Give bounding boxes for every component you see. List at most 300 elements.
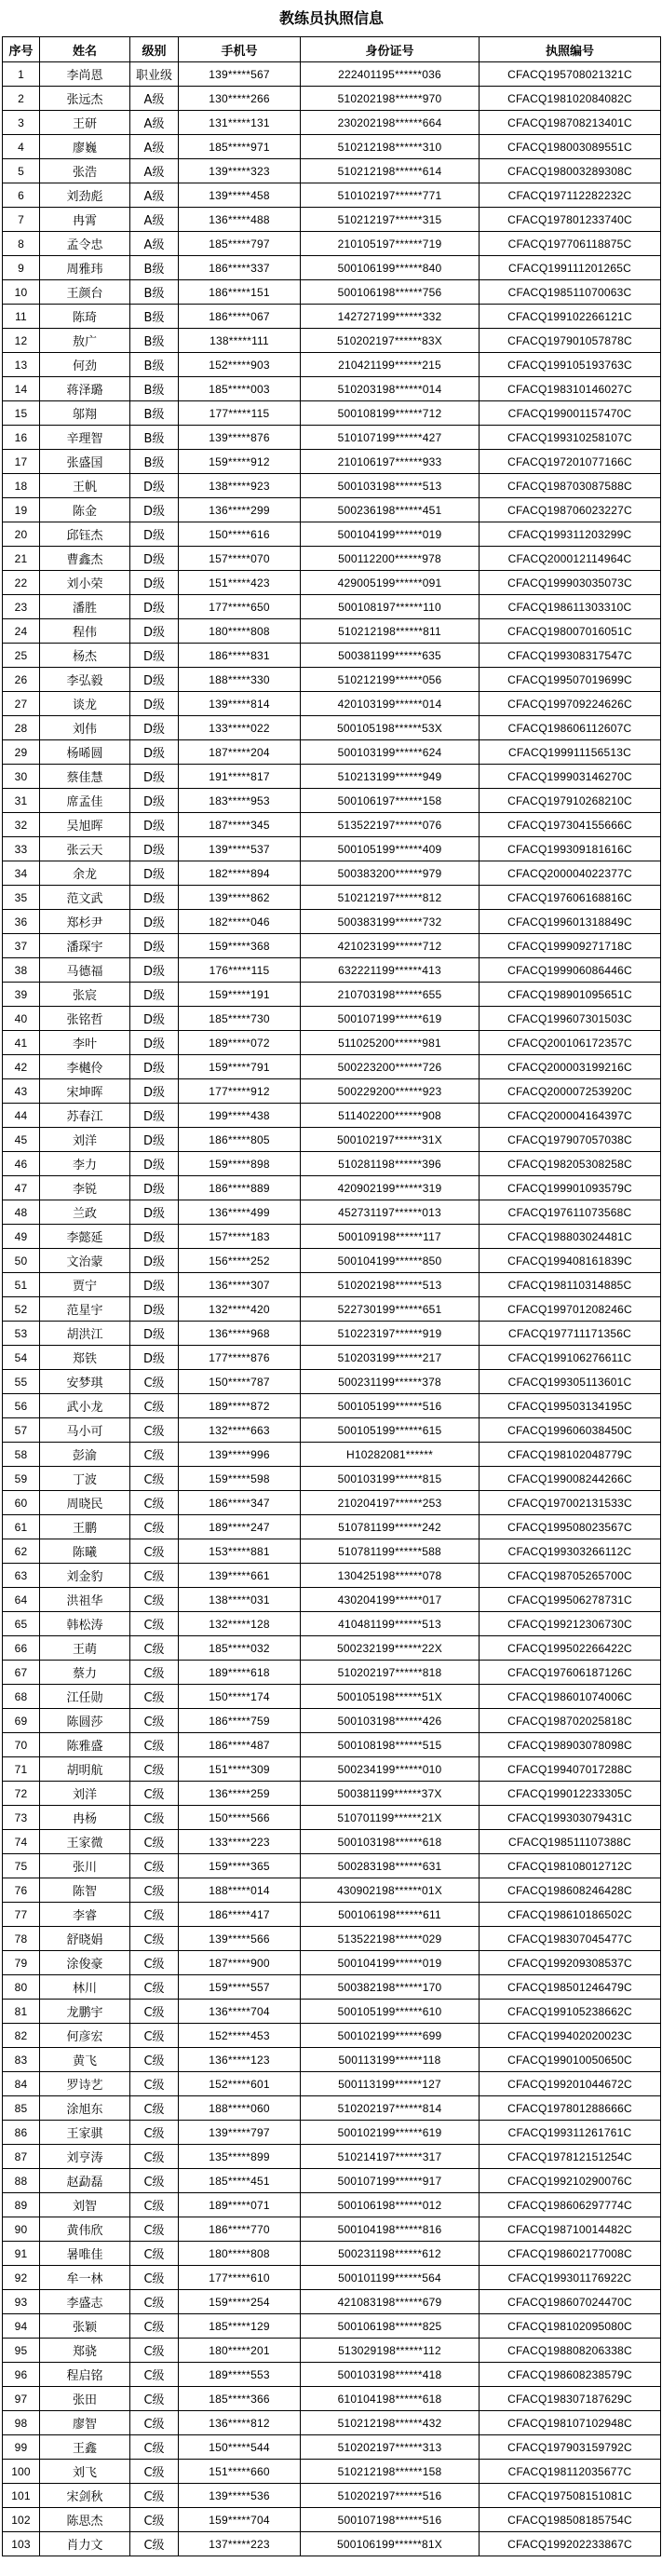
table-row bbox=[3, 2508, 661, 2532]
table-row bbox=[3, 2266, 661, 2290]
table-row bbox=[3, 1128, 661, 1152]
cell-index: 81 bbox=[3, 2000, 40, 2024]
cell-name: 李尚恩 bbox=[40, 62, 130, 87]
cell-level: D级 bbox=[130, 886, 179, 910]
table-row bbox=[3, 692, 661, 716]
table-row bbox=[3, 159, 661, 183]
cell-name: 张浩 bbox=[40, 159, 130, 183]
cell-index: 55 bbox=[3, 1370, 40, 1394]
cell-license-number: CFACQ198003089551C bbox=[480, 135, 661, 159]
cell-index: 80 bbox=[3, 1975, 40, 2000]
cell-level: C级 bbox=[130, 1370, 179, 1394]
table-row bbox=[3, 910, 661, 934]
table-row bbox=[3, 595, 661, 619]
cell-level: C级 bbox=[130, 2024, 179, 2048]
cell-phone: 132*****128 bbox=[179, 1612, 301, 1636]
cell-license-number: CFACQ198501246479C bbox=[480, 1975, 661, 2000]
cell-level: D级 bbox=[130, 571, 179, 595]
cell-index: 36 bbox=[3, 910, 40, 934]
cell-phone: 186*****487 bbox=[179, 1733, 301, 1757]
cell-index: 25 bbox=[3, 644, 40, 668]
table-row bbox=[3, 1225, 661, 1249]
cell-license-number: CFACQ200012114964C bbox=[480, 547, 661, 571]
cell-index: 86 bbox=[3, 2121, 40, 2145]
cell-phone: 186*****151 bbox=[179, 280, 301, 305]
cell-level: C级 bbox=[130, 2217, 179, 2242]
cell-id-number: 500103199******815 bbox=[301, 1467, 480, 1491]
cell-level: D级 bbox=[130, 958, 179, 983]
cell-index: 50 bbox=[3, 1249, 40, 1273]
cell-license-number: CFACQ199408161839C bbox=[480, 1249, 661, 1273]
cell-phone: 136*****499 bbox=[179, 1200, 301, 1225]
table-row bbox=[3, 813, 661, 837]
cell-index: 53 bbox=[3, 1322, 40, 1346]
cell-index: 90 bbox=[3, 2217, 40, 2242]
cell-index: 19 bbox=[3, 498, 40, 522]
cell-license-number: CFACQ198708213401C bbox=[480, 111, 661, 135]
cell-index: 57 bbox=[3, 1418, 40, 1443]
cell-index: 69 bbox=[3, 1709, 40, 1733]
cell-phone: 136*****968 bbox=[179, 1322, 301, 1346]
cell-index: 17 bbox=[3, 450, 40, 474]
cell-license-number: CFACQ198102084082C bbox=[480, 87, 661, 111]
cell-name: 涂俊豪 bbox=[40, 1951, 130, 1975]
cell-license-number: CFACQ199111201265C bbox=[480, 256, 661, 280]
cell-index: 14 bbox=[3, 377, 40, 401]
table-row bbox=[3, 305, 661, 329]
cell-index: 56 bbox=[3, 1394, 40, 1418]
cell-id-number: 510212198******310 bbox=[301, 135, 480, 159]
cell-index: 74 bbox=[3, 1830, 40, 1854]
cell-name: 兰政 bbox=[40, 1200, 130, 1225]
cell-phone: 156*****252 bbox=[179, 1249, 301, 1273]
cell-name: 马德福 bbox=[40, 958, 130, 983]
cell-phone: 185*****032 bbox=[179, 1636, 301, 1661]
cell-phone: 150*****566 bbox=[179, 1806, 301, 1830]
cell-name: 冉霄 bbox=[40, 208, 130, 232]
cell-name: 余龙 bbox=[40, 861, 130, 886]
cell-phone: 159*****898 bbox=[179, 1152, 301, 1176]
cell-level: A级 bbox=[130, 87, 179, 111]
cell-phone: 186*****067 bbox=[179, 305, 301, 329]
cell-level: C级 bbox=[130, 2169, 179, 2193]
table-row bbox=[3, 2121, 661, 2145]
cell-id-number: 510203198******014 bbox=[301, 377, 480, 401]
table-row bbox=[3, 1806, 661, 1830]
cell-license-number: CFACQ199507019699C bbox=[480, 668, 661, 692]
cell-name: 江任勋 bbox=[40, 1685, 130, 1709]
cell-index: 95 bbox=[3, 2339, 40, 2363]
cell-id-number: 429005199******091 bbox=[301, 571, 480, 595]
cell-license-number: CFACQ199709224626C bbox=[480, 692, 661, 716]
cell-level: C级 bbox=[130, 1757, 179, 1782]
cell-id-number: 500105199******615 bbox=[301, 1418, 480, 1443]
cell-level: C级 bbox=[130, 1830, 179, 1854]
cell-name: 张铭哲 bbox=[40, 1007, 130, 1031]
cell-level: C级 bbox=[130, 2096, 179, 2121]
cell-index: 5 bbox=[3, 159, 40, 183]
table-row bbox=[3, 1322, 661, 1346]
cell-phone: 133*****022 bbox=[179, 716, 301, 740]
cell-id-number: 500383199******732 bbox=[301, 910, 480, 934]
cell-phone: 139*****458 bbox=[179, 183, 301, 208]
cell-name: 冉杨 bbox=[40, 1806, 130, 1830]
cell-license-number: CFACQ199010050650C bbox=[480, 2048, 661, 2072]
cell-id-number: 510202197******814 bbox=[301, 2096, 480, 2121]
cell-id-number: 500234199******010 bbox=[301, 1757, 480, 1782]
cell-level: C级 bbox=[130, 2266, 179, 2290]
table-row bbox=[3, 2217, 661, 2242]
cell-level: D级 bbox=[130, 1346, 179, 1370]
cell-index: 2 bbox=[3, 87, 40, 111]
cell-name: 张田 bbox=[40, 2387, 130, 2411]
cell-phone: 189*****072 bbox=[179, 1031, 301, 1055]
cell-index: 13 bbox=[3, 353, 40, 377]
cell-index: 73 bbox=[3, 1806, 40, 1830]
cell-name: 孟令忠 bbox=[40, 232, 130, 256]
cell-level: C级 bbox=[130, 2339, 179, 2363]
cell-phone: 151*****309 bbox=[179, 1757, 301, 1782]
cell-level: A级 bbox=[130, 159, 179, 183]
cell-level: C级 bbox=[130, 2193, 179, 2217]
cell-name: 范文武 bbox=[40, 886, 130, 910]
cell-id-number: 500382198******170 bbox=[301, 1975, 480, 2000]
cell-index: 100 bbox=[3, 2460, 40, 2484]
cell-id-number: 500107198******516 bbox=[301, 2508, 480, 2532]
cell-name: 周晓民 bbox=[40, 1491, 130, 1515]
cell-level: C级 bbox=[130, 2411, 179, 2435]
cell-level: D级 bbox=[130, 474, 179, 498]
cell-name: 王萌 bbox=[40, 1636, 130, 1661]
cell-level: D级 bbox=[130, 692, 179, 716]
cell-level: C级 bbox=[130, 1903, 179, 1927]
cell-phone: 139*****567 bbox=[179, 62, 301, 87]
table-row bbox=[3, 1418, 661, 1443]
cell-name: 程伟 bbox=[40, 619, 130, 644]
cell-index: 35 bbox=[3, 886, 40, 910]
cell-license-number: CFACQ198601074006C bbox=[480, 1685, 661, 1709]
cell-license-number: CFACQ199311203299C bbox=[480, 522, 661, 547]
cell-phone: 132*****663 bbox=[179, 1418, 301, 1443]
cell-license-number: CFACQ198102095080C bbox=[480, 2314, 661, 2339]
cell-level: D级 bbox=[130, 1031, 179, 1055]
cell-index: 85 bbox=[3, 2096, 40, 2121]
cell-index: 61 bbox=[3, 1515, 40, 1539]
cell-name: 程启铭 bbox=[40, 2363, 130, 2387]
cell-level: C级 bbox=[130, 1951, 179, 1975]
cell-level: D级 bbox=[130, 740, 179, 765]
cell-name: 刘伟 bbox=[40, 716, 130, 740]
cell-license-number: CFACQ199102266121C bbox=[480, 305, 661, 329]
cell-id-number: 500103198******618 bbox=[301, 1830, 480, 1854]
cell-name: 潘琛宇 bbox=[40, 934, 130, 958]
cell-id-number: 500106199******840 bbox=[301, 256, 480, 280]
table-row bbox=[3, 1370, 661, 1394]
cell-phone: 139*****814 bbox=[179, 692, 301, 716]
cell-name: 武小龙 bbox=[40, 1394, 130, 1418]
cell-phone: 136*****812 bbox=[179, 2411, 301, 2435]
cell-level: D级 bbox=[130, 716, 179, 740]
cell-index: 52 bbox=[3, 1297, 40, 1322]
cell-index: 34 bbox=[3, 861, 40, 886]
cell-name: 刘金豹 bbox=[40, 1564, 130, 1588]
table-row bbox=[3, 2024, 661, 2048]
cell-phone: 159*****191 bbox=[179, 983, 301, 1007]
cell-license-number: CFACQ199310258107C bbox=[480, 426, 661, 450]
cell-phone: 182*****894 bbox=[179, 861, 301, 886]
table-row bbox=[3, 1007, 661, 1031]
cell-level: D级 bbox=[130, 1297, 179, 1322]
cell-level: C级 bbox=[130, 1854, 179, 1878]
cell-name: 丁波 bbox=[40, 1467, 130, 1491]
cell-level: B级 bbox=[130, 377, 179, 401]
table-row bbox=[3, 2411, 661, 2435]
cell-level: D级 bbox=[130, 668, 179, 692]
cell-phone: 137*****223 bbox=[179, 2532, 301, 2556]
cell-phone: 157*****183 bbox=[179, 1225, 301, 1249]
cell-level: A级 bbox=[130, 111, 179, 135]
cell-id-number: 500381199******635 bbox=[301, 644, 480, 668]
cell-license-number: CFACQ198310146027C bbox=[480, 377, 661, 401]
cell-level: C级 bbox=[130, 2508, 179, 2532]
cell-index: 79 bbox=[3, 1951, 40, 1975]
cell-index: 99 bbox=[3, 2435, 40, 2460]
cell-index: 26 bbox=[3, 668, 40, 692]
cell-name: 刘智 bbox=[40, 2193, 130, 2217]
table-row bbox=[3, 280, 661, 305]
cell-phone: 185*****797 bbox=[179, 232, 301, 256]
cell-phone: 139*****862 bbox=[179, 886, 301, 910]
cell-phone: 159*****791 bbox=[179, 1055, 301, 1079]
cell-license-number: CFACQ199303079431C bbox=[480, 1806, 661, 1830]
table-row bbox=[3, 498, 661, 522]
cell-id-number: 500105198******53X bbox=[301, 716, 480, 740]
cell-id-number: 500103198******418 bbox=[301, 2363, 480, 2387]
cell-level: D级 bbox=[130, 837, 179, 861]
header-row bbox=[3, 37, 661, 62]
cell-license-number: CFACQ198705265700C bbox=[480, 1564, 661, 1588]
page-title: 教练员执照信息 bbox=[0, 0, 662, 36]
cell-index: 48 bbox=[3, 1200, 40, 1225]
cell-id-number: 500103198******426 bbox=[301, 1709, 480, 1733]
cell-id-number: 500103199******624 bbox=[301, 740, 480, 765]
cell-name: 敖广 bbox=[40, 329, 130, 353]
cell-index: 75 bbox=[3, 1854, 40, 1878]
cell-phone: 138*****111 bbox=[179, 329, 301, 353]
cell-id-number: 421023199******712 bbox=[301, 934, 480, 958]
cell-id-number: 513029198******112 bbox=[301, 2339, 480, 2363]
cell-id-number: 510212197******812 bbox=[301, 886, 480, 910]
cell-phone: 186*****347 bbox=[179, 1491, 301, 1515]
cell-phone: 139*****536 bbox=[179, 2484, 301, 2508]
cell-phone: 186*****805 bbox=[179, 1128, 301, 1152]
cell-phone: 132*****420 bbox=[179, 1297, 301, 1322]
cell-index: 3 bbox=[3, 111, 40, 135]
cell-license-number: CFACQ199503134195C bbox=[480, 1394, 661, 1418]
cell-name: 彭渝 bbox=[40, 1443, 130, 1467]
table-row bbox=[3, 329, 661, 353]
header-license-number: 执照编号 bbox=[480, 37, 661, 62]
cell-name: 王帆 bbox=[40, 474, 130, 498]
cell-phone: 159*****254 bbox=[179, 2290, 301, 2314]
cell-index: 32 bbox=[3, 813, 40, 837]
cell-index: 98 bbox=[3, 2411, 40, 2435]
table-row bbox=[3, 474, 661, 498]
cell-id-number: 610104198******618 bbox=[301, 2387, 480, 2411]
cell-index: 87 bbox=[3, 2145, 40, 2169]
cell-phone: 136*****299 bbox=[179, 498, 301, 522]
cell-phone: 185*****730 bbox=[179, 1007, 301, 1031]
cell-level: D级 bbox=[130, 813, 179, 837]
cell-id-number: 430902198******01X bbox=[301, 1878, 480, 1903]
cell-license-number: CFACQ198205308258C bbox=[480, 1152, 661, 1176]
cell-id-number: 500236198******451 bbox=[301, 498, 480, 522]
cell-license-number: CFACQ198102048779C bbox=[480, 1443, 661, 1467]
cell-phone: 150*****787 bbox=[179, 1370, 301, 1394]
table-row bbox=[3, 1927, 661, 1951]
cell-license-number: CFACQ197304155666C bbox=[480, 813, 661, 837]
table-row bbox=[3, 1249, 661, 1273]
cell-id-number: 500102199******619 bbox=[301, 2121, 480, 2145]
cell-phone: 139*****537 bbox=[179, 837, 301, 861]
table-row bbox=[3, 1757, 661, 1782]
table-row bbox=[3, 740, 661, 765]
cell-level: C级 bbox=[130, 1467, 179, 1491]
cell-level: C级 bbox=[130, 2242, 179, 2266]
table-row bbox=[3, 1612, 661, 1636]
cell-license-number: CFACQ198511070063C bbox=[480, 280, 661, 305]
cell-index: 27 bbox=[3, 692, 40, 716]
cell-license-number: CFACQ197907057038C bbox=[480, 1128, 661, 1152]
cell-license-number: CFACQ199508023567C bbox=[480, 1515, 661, 1539]
table-row bbox=[3, 1636, 661, 1661]
cell-index: 93 bbox=[3, 2290, 40, 2314]
cell-level: C级 bbox=[130, 1564, 179, 1588]
cell-id-number: 510202198******513 bbox=[301, 1273, 480, 1297]
cell-phone: 139*****876 bbox=[179, 426, 301, 450]
cell-index: 4 bbox=[3, 135, 40, 159]
cell-license-number: CFACQ198610186502C bbox=[480, 1903, 661, 1927]
cell-license-number: CFACQ197812151254C bbox=[480, 2145, 661, 2169]
cell-license-number: CFACQ199012233305C bbox=[480, 1782, 661, 1806]
table-row bbox=[3, 183, 661, 208]
cell-index: 47 bbox=[3, 1176, 40, 1200]
cell-name: 苏春江 bbox=[40, 1104, 130, 1128]
cell-level: C级 bbox=[130, 2387, 179, 2411]
table-row bbox=[3, 1104, 661, 1128]
cell-id-number: 420103199******014 bbox=[301, 692, 480, 716]
cell-name: 洪祖华 bbox=[40, 1588, 130, 1612]
table-row bbox=[3, 1854, 661, 1878]
cell-name: 周雅玮 bbox=[40, 256, 130, 280]
cell-phone: 139*****996 bbox=[179, 1443, 301, 1467]
cell-id-number: 230202198******664 bbox=[301, 111, 480, 135]
cell-id-number: 500106198******611 bbox=[301, 1903, 480, 1927]
cell-name: 蔡力 bbox=[40, 1661, 130, 1685]
cell-id-number: 210204197******253 bbox=[301, 1491, 480, 1515]
cell-level: C级 bbox=[130, 1418, 179, 1443]
cell-level: C级 bbox=[130, 1782, 179, 1806]
table-row bbox=[3, 1661, 661, 1685]
cell-phone: 157*****070 bbox=[179, 547, 301, 571]
cell-phone: 191*****817 bbox=[179, 765, 301, 789]
cell-level: C级 bbox=[130, 2290, 179, 2314]
table-row bbox=[3, 934, 661, 958]
cell-phone: 151*****423 bbox=[179, 571, 301, 595]
cell-name: 暑唯佳 bbox=[40, 2242, 130, 2266]
cell-index: 59 bbox=[3, 1467, 40, 1491]
cell-index: 84 bbox=[3, 2072, 40, 2096]
table-row bbox=[3, 1903, 661, 1927]
cell-phone: 131*****131 bbox=[179, 111, 301, 135]
cell-license-number: CFACQ198608238579C bbox=[480, 2363, 661, 2387]
cell-name: 李弘毅 bbox=[40, 668, 130, 692]
cell-level: D级 bbox=[130, 789, 179, 813]
cell-name: 陈琦 bbox=[40, 305, 130, 329]
table-row bbox=[3, 2072, 661, 2096]
cell-level: D级 bbox=[130, 1225, 179, 1249]
cell-license-number: CFACQ198702025818C bbox=[480, 1709, 661, 1733]
cell-license-number: CFACQ198608246428C bbox=[480, 1878, 661, 1903]
cell-index: 40 bbox=[3, 1007, 40, 1031]
table-header bbox=[3, 37, 661, 62]
table-row bbox=[3, 861, 661, 886]
cell-phone: 139*****323 bbox=[179, 159, 301, 183]
cell-name: 杨杰 bbox=[40, 644, 130, 668]
cell-license-number: CFACQ198903078098C bbox=[480, 1733, 661, 1757]
table-row bbox=[3, 1588, 661, 1612]
cell-index: 54 bbox=[3, 1346, 40, 1370]
cell-name: 陈雅盛 bbox=[40, 1733, 130, 1757]
cell-phone: 151*****660 bbox=[179, 2460, 301, 2484]
cell-license-number: CFACQ198703087588C bbox=[480, 474, 661, 498]
table-row bbox=[3, 522, 661, 547]
table-row bbox=[3, 208, 661, 232]
table-row bbox=[3, 2435, 661, 2460]
cell-id-number: 500283198******631 bbox=[301, 1854, 480, 1878]
cell-index: 6 bbox=[3, 183, 40, 208]
cell-id-number: 500101199******564 bbox=[301, 2266, 480, 2290]
cell-level: D级 bbox=[130, 522, 179, 547]
cell-name: 邱钰杰 bbox=[40, 522, 130, 547]
cell-phone: 177*****610 bbox=[179, 2266, 301, 2290]
cell-phone: 130*****266 bbox=[179, 87, 301, 111]
cell-level: D级 bbox=[130, 1079, 179, 1104]
cell-level: D级 bbox=[130, 1200, 179, 1225]
cell-phone: 152*****453 bbox=[179, 2024, 301, 2048]
cell-name: 罗诗艺 bbox=[40, 2072, 130, 2096]
cell-license-number: CFACQ199506278731C bbox=[480, 1588, 661, 1612]
header-level: 级别 bbox=[130, 37, 179, 62]
cell-phone: 153*****881 bbox=[179, 1539, 301, 1564]
table-row bbox=[3, 571, 661, 595]
cell-name: 马小可 bbox=[40, 1418, 130, 1443]
cell-license-number: CFACQ199106276611C bbox=[480, 1346, 661, 1370]
cell-index: 10 bbox=[3, 280, 40, 305]
cell-license-number: CFACQ195708021321C bbox=[480, 62, 661, 87]
cell-level: C级 bbox=[130, 1975, 179, 2000]
cell-index: 76 bbox=[3, 1878, 40, 1903]
cell-id-number: 500106198******012 bbox=[301, 2193, 480, 2217]
cell-phone: 136*****488 bbox=[179, 208, 301, 232]
table-row bbox=[3, 2460, 661, 2484]
cell-name: 王鑫 bbox=[40, 2435, 130, 2460]
cell-index: 30 bbox=[3, 765, 40, 789]
cell-license-number: CFACQ198808206338C bbox=[480, 2339, 661, 2363]
cell-license-number: CFACQ197606168816C bbox=[480, 886, 661, 910]
cell-id-number: 500231199******378 bbox=[301, 1370, 480, 1394]
cell-phone: 136*****307 bbox=[179, 1273, 301, 1297]
